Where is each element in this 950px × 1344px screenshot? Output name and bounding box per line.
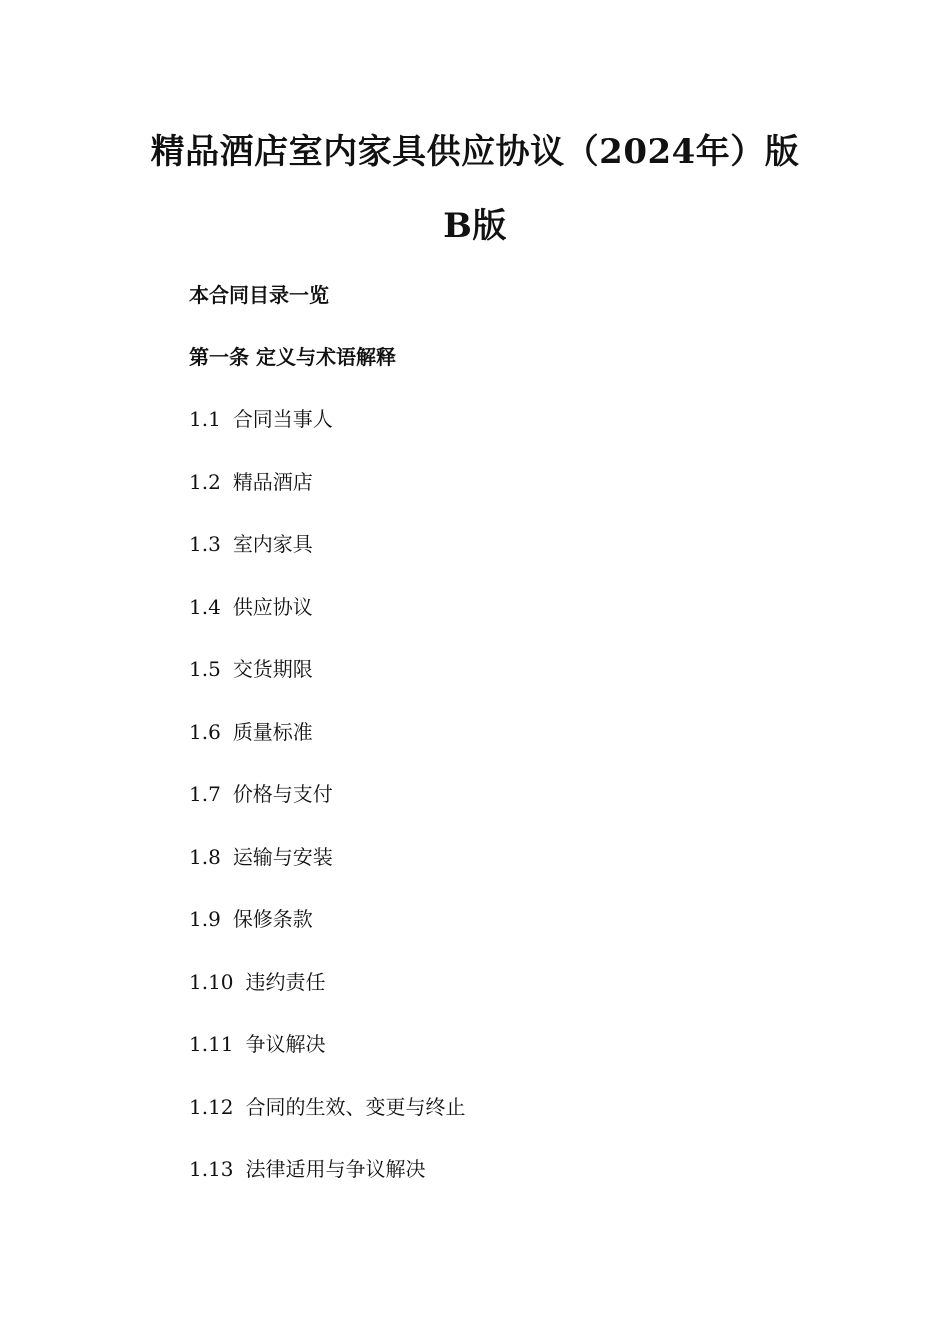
toc-item	[189, 597, 313, 617]
toc-item	[189, 409, 333, 429]
toc-item-text: 争议解决	[245, 1032, 326, 1056]
toc-item-number: 1.6	[189, 720, 221, 744]
toc-item-number: 1.12	[189, 1095, 234, 1119]
toc-item-text: 交货期限	[232, 657, 313, 681]
toc-item	[189, 722, 313, 742]
toc-item-number: 1.2	[189, 470, 221, 494]
toc-item-number: 1.3	[189, 532, 221, 556]
toc-item-text: 供应协议	[232, 595, 313, 619]
toc-item	[189, 1034, 326, 1054]
toc-item-text: 合同的生效、变更与终止	[245, 1095, 466, 1119]
article-heading: 第一条 定义与术语解释	[189, 345, 396, 369]
document-title: 精品酒店室内家具供应协议（2024年）版	[150, 132, 800, 172]
toc-item	[189, 847, 333, 867]
toc-item-number: 1.5	[189, 657, 221, 681]
toc-item-text: 精品酒店	[232, 470, 313, 494]
toc-item-number: 1.4	[189, 595, 221, 619]
toc-item-number: 1.7	[189, 782, 221, 806]
toc-item	[189, 784, 333, 804]
toc-item-number: 1.1	[189, 407, 221, 431]
toc-item	[189, 972, 326, 992]
toc-item	[189, 909, 313, 929]
toc-item-text: 室内家具	[232, 532, 313, 556]
toc-item	[189, 659, 313, 679]
toc-item-number: 1.8	[189, 845, 221, 869]
toc-item-text: 违约责任	[245, 970, 326, 994]
toc-item-number: 1.10	[189, 970, 234, 994]
toc-item	[189, 1097, 466, 1117]
toc-item-number: 1.13	[189, 1157, 234, 1181]
toc-item-text: 合同当事人	[232, 407, 333, 431]
toc-item-number: 1.11	[189, 1032, 234, 1056]
toc-item-text: 保修条款	[232, 907, 313, 931]
toc-item-text: 法律适用与争议解决	[245, 1157, 426, 1181]
toc-item-text: 运输与安装	[232, 845, 333, 869]
toc-item	[189, 472, 313, 492]
toc-item	[189, 534, 313, 554]
document-title-version: B版	[443, 206, 507, 246]
toc-heading: 本合同目录一览	[189, 283, 329, 307]
toc-item-number: 1.9	[189, 907, 221, 931]
toc-item-text: 质量标准	[232, 720, 313, 744]
toc-item-text: 价格与支付	[232, 782, 333, 806]
toc-item	[189, 1159, 426, 1179]
